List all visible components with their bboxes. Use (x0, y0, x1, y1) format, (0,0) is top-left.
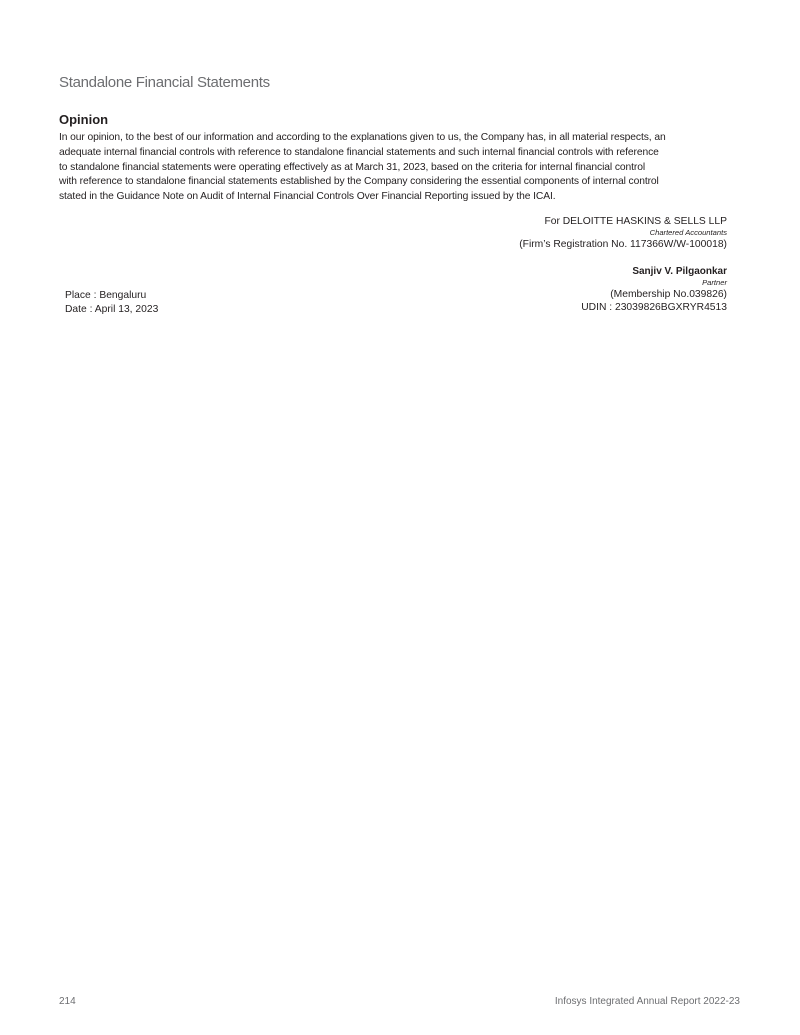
opinion-paragraph (59, 131, 739, 205)
opinion-line: In our opinion, to the best of our information and according to the explanations given to us, the Company has, in all material respects, an (59, 132, 666, 143)
place: Place : Bengaluru (65, 290, 147, 301)
partner-role: Partner (702, 278, 727, 287)
partner-udin: UDIN : 23039826BGXRYR4513 (581, 302, 727, 313)
date: Date : April 13, 2023 (65, 304, 159, 315)
partner-membership: (Membership No.039826) (610, 289, 727, 300)
opinion-line: stated in the Guidance Note on Audit of Internal Financial Controls Over Financial Reporting issued by the ICAI. (59, 191, 556, 203)
partner-signature-block (581, 266, 727, 314)
firm-registration: (Firm’s Registration No. 117366W/W-100018) (519, 239, 727, 250)
opinion-line: adequate internal financial controls with reference to standalone financial statements and such internal financial controls with reference (59, 146, 659, 158)
firm-signature-block (519, 215, 727, 251)
opinion-line: with reference to standalone financial statements established by the Company considering the essential components of internal control (59, 176, 659, 188)
section-title: Standalone Financial Statements (59, 74, 270, 91)
partner-name: Sanjiv V. Pilgaonkar (632, 266, 727, 277)
report-title: Infosys Integrated Annual Report 2022-23 (554, 996, 740, 1007)
firm-designation: Chartered Accountants (649, 228, 727, 237)
opinion-line: to standalone financial statements were operating effectively as at March 31, 2023, based on the criteria for internal financial control (59, 161, 646, 173)
firm-name: For DELOITTE HASKINS & SELLS LLP (544, 216, 727, 227)
place-date-block (65, 289, 158, 317)
opinion-heading: Opinion (59, 112, 109, 127)
page-number: 214 (59, 996, 76, 1007)
